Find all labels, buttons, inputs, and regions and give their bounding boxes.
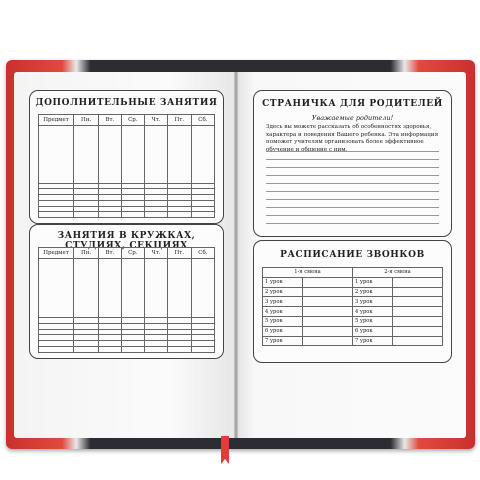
column-header: Чт. — [145, 248, 168, 259]
table-cell[interactable] — [74, 126, 99, 184]
extra-lessons-table — [38, 114, 215, 218]
lesson-label: 2 урок — [263, 287, 303, 297]
parents-greeting: Уважаемые родители! — [311, 114, 394, 122]
table-cell[interactable] — [39, 126, 74, 184]
shift2-header: 2-я смена — [352, 268, 442, 278]
writing-line[interactable] — [266, 199, 439, 200]
column-header: Ср. — [121, 248, 145, 259]
bells-table — [262, 267, 443, 346]
table-cell[interactable] — [121, 212, 145, 218]
table-cell[interactable] — [39, 212, 74, 218]
writing-line[interactable] — [266, 151, 439, 152]
lesson-label: 3 урок — [263, 297, 303, 307]
lesson-label: 4 урок — [352, 307, 392, 317]
clubs-title: ЗАНЯТИЯ В КРУЖКАХ, СТУДИЯХ, СЕКЦИЯХ — [57, 231, 196, 251]
time-cell[interactable] — [393, 307, 443, 317]
table-header-row — [39, 248, 215, 259]
table-cell[interactable] — [99, 259, 121, 318]
bookmark-ribbon — [221, 436, 229, 464]
table-row — [263, 287, 443, 297]
column-header: Вт. — [99, 248, 121, 259]
table-cell[interactable] — [74, 347, 99, 353]
table-cell[interactable] — [191, 347, 214, 353]
lesson-label: 7 урок — [352, 336, 392, 346]
table-cell[interactable] — [39, 347, 74, 353]
table-cell[interactable] — [121, 126, 145, 184]
column-header: Вт. — [99, 115, 121, 126]
writing-line[interactable] — [266, 159, 439, 160]
parents-intro-text: Здесь вы можете рассказать об особенностях здоровья, характера и поведения Вашего ребенка. Эта информация поможет учителям организовать более эффективное обучение и общение с ним. — [266, 124, 439, 153]
time-cell[interactable] — [393, 287, 443, 297]
extra-lessons-title: ДОПОЛНИТЕЛЬНЫЕ ЗАНЯТИЯ — [35, 98, 218, 108]
table-row — [39, 126, 215, 184]
table-cell[interactable] — [121, 259, 145, 318]
clubs-table — [38, 247, 215, 353]
table-row — [39, 347, 215, 353]
lesson-label: 4 урок — [263, 307, 303, 317]
parents-title: СТРАНИЧКА ДЛЯ РОДИТЕЛЕЙ — [262, 99, 443, 109]
writing-line[interactable] — [266, 175, 439, 176]
table-row — [39, 212, 215, 218]
time-cell[interactable] — [393, 316, 443, 326]
table-cell[interactable] — [99, 212, 121, 218]
time-cell[interactable] — [393, 336, 443, 346]
table-cell[interactable] — [74, 212, 99, 218]
time-cell[interactable] — [303, 277, 353, 287]
column-header: Сб. — [191, 115, 214, 126]
table-cell[interactable] — [39, 259, 74, 318]
table-cell[interactable] — [145, 212, 168, 218]
lesson-label: 3 урок — [352, 297, 392, 307]
time-cell[interactable] — [303, 316, 353, 326]
table-cell[interactable] — [145, 259, 168, 318]
table-header-row — [39, 115, 215, 126]
column-header: Пт. — [167, 115, 191, 126]
table-cell[interactable] — [121, 347, 145, 353]
parents-panel — [253, 90, 452, 237]
table-cell[interactable] — [167, 347, 191, 353]
table-cell[interactable] — [167, 259, 191, 318]
table-cell[interactable] — [167, 126, 191, 184]
writing-line[interactable] — [266, 207, 439, 208]
book-spine-gutter — [234, 72, 238, 438]
table-cell[interactable] — [145, 347, 168, 353]
column-header: Сб. — [191, 248, 214, 259]
table-cell[interactable] — [191, 126, 214, 184]
lesson-label: 5 урок — [352, 316, 392, 326]
table-cell[interactable] — [99, 347, 121, 353]
column-header: Чт. — [145, 115, 168, 126]
table-row — [263, 297, 443, 307]
column-header: Пт. — [167, 248, 191, 259]
time-cell[interactable] — [393, 277, 443, 287]
time-cell[interactable] — [393, 297, 443, 307]
table-row — [263, 326, 443, 336]
shift1-header: 1-я смена — [263, 268, 353, 278]
writing-line[interactable] — [266, 215, 439, 216]
bells-panel — [253, 240, 452, 363]
lesson-label: 2 урок — [352, 287, 392, 297]
bells-title: РАСПИСАНИЕ ЗВОНКОВ — [280, 250, 425, 260]
table-cell[interactable] — [74, 259, 99, 318]
lesson-label: 7 урок — [263, 336, 303, 346]
lesson-label: 5 урок — [263, 316, 303, 326]
bells-header-row — [263, 268, 443, 278]
column-header: Предмет — [39, 115, 74, 126]
writing-line[interactable] — [266, 191, 439, 192]
time-cell[interactable] — [303, 307, 353, 317]
writing-line[interactable] — [266, 183, 439, 184]
time-cell[interactable] — [303, 336, 353, 346]
writing-line[interactable] — [266, 167, 439, 168]
extra-lessons-panel — [29, 90, 224, 224]
table-cell[interactable] — [99, 126, 121, 184]
table-cell[interactable] — [191, 212, 214, 218]
column-header: Пн. — [74, 115, 99, 126]
table-cell[interactable] — [145, 126, 168, 184]
time-cell[interactable] — [393, 326, 443, 336]
column-header: Пн. — [74, 248, 99, 259]
table-cell[interactable] — [167, 212, 191, 218]
table-row — [263, 336, 443, 346]
writing-line[interactable] — [266, 223, 439, 224]
time-cell[interactable] — [303, 297, 353, 307]
table-row — [263, 316, 443, 326]
lesson-label: 1 урок — [352, 277, 392, 287]
clubs-panel — [29, 224, 224, 359]
table-cell[interactable] — [191, 259, 214, 318]
lesson-label: 6 урок — [263, 326, 303, 336]
lesson-label: 1 урок — [263, 277, 303, 287]
table-row — [39, 259, 215, 318]
column-header: Предмет — [39, 248, 74, 259]
time-cell[interactable] — [303, 326, 353, 336]
table-row — [263, 307, 443, 317]
column-header: Ср. — [121, 115, 145, 126]
table-row — [263, 277, 443, 287]
lesson-label: 6 урок — [352, 326, 392, 336]
time-cell[interactable] — [303, 287, 353, 297]
